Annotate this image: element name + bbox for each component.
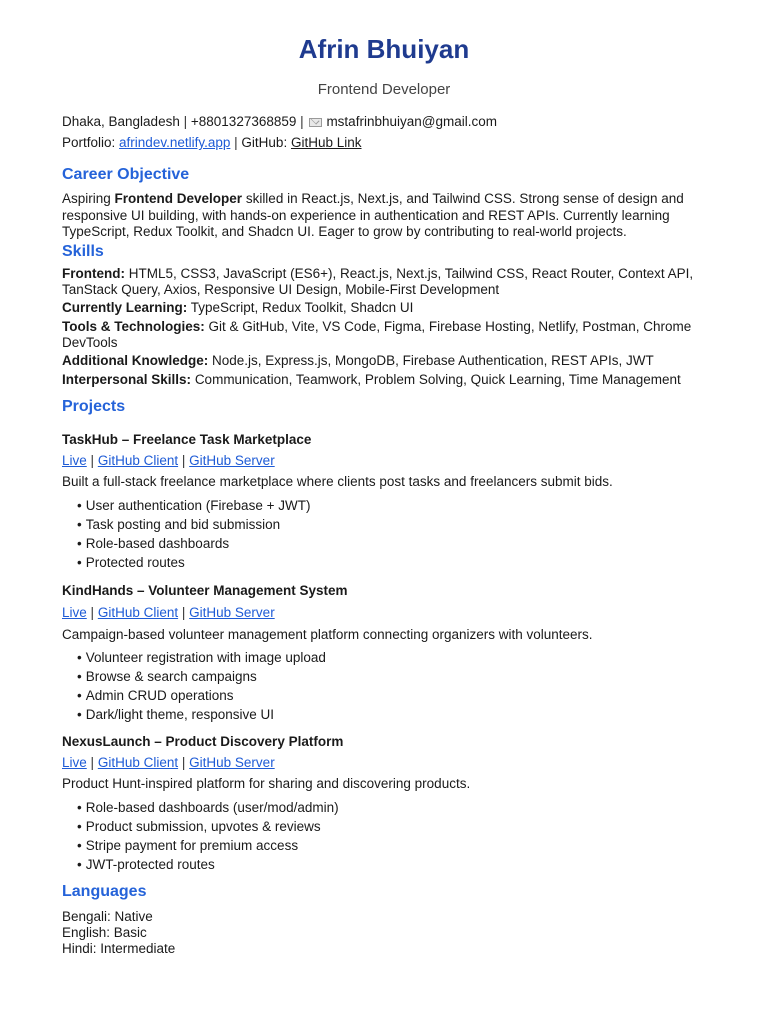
project-links: Live | GitHub Client | GitHub Server [62,605,275,620]
candidate-role: Frontend Developer [317,81,451,98]
live-link[interactable]: Live [62,453,87,468]
project-links: Live | GitHub Client | GitHub Server [62,453,275,468]
skill-frontend: Frontend: HTML5, CSS3, JavaScript (ES6+), React.js, Next.js, Tailwind CSS, React Router, Context API, [62,266,694,281]
list-item: • Protected routes [77,555,185,571]
github-server-link[interactable]: GitHub Server [189,755,275,770]
project-description: Campaign-based volunteer management platform connecting organizers with volunteers. [62,627,593,642]
phone: +8801327368859 [190,114,297,129]
live-link[interactable]: Live [62,605,87,620]
location: Dhaka, Bangladesh [62,114,180,129]
skill-frontend-cont: TanStack Query, Axios, Responsive UI Design, Mobile-First Development [62,282,500,297]
links-line [62,135,362,151]
envelope-icon [309,118,322,127]
list-item: • JWT-protected routes [77,857,215,873]
separator: | [234,135,238,150]
objective-heading: Career Objective [62,166,190,183]
list-item: • Volunteer registration with image upload [77,650,326,666]
list-item: • Admin CRUD operations [77,688,234,704]
language-item: Hindi: Intermediate [62,941,176,956]
project-title: KindHands – Volunteer Management System [62,583,348,598]
live-link[interactable]: Live [62,755,87,770]
project-description: Built a full-stack freelance marketplace where clients post tasks and freelancers submit bids. [62,474,613,489]
list-item: • Role-based dashboards [77,536,229,552]
github-link[interactable]: GitHub Link [290,135,362,150]
github-client-link[interactable]: GitHub Client [97,605,179,620]
skill-tools: Tools & Technologies: Git & GitHub, Vite, VS Code, Figma, Firebase Hosting, Netlify, Postman, Chrome [62,319,692,334]
portfolio-link[interactable]: afrindev.netlify.app [119,135,231,150]
skills-heading: Skills [62,243,104,260]
list-item: • User authentication (Firebase + JWT) [77,498,310,514]
email[interactable]: mstafrinbhuiyan@gmail.com [326,114,497,129]
objective-line-2: responsive UI building, with hands-on experience in authentication and REST APIs. Currently learning [62,208,670,223]
skill-tools-cont: DevTools [62,335,118,350]
language-item: Bengali: Native [62,909,153,924]
list-item: • Browse & search campaigns [77,669,257,685]
projects-heading: Projects [62,398,126,415]
list-item: • Dark/light theme, responsive UI [77,707,274,723]
language-item: English: Basic [62,925,147,940]
separator: | [183,114,188,129]
project-description: Product Hunt-inspired platform for sharing and discovering products. [62,776,471,791]
list-item: • Stripe payment for premium access [77,838,298,854]
github-server-link[interactable]: GitHub Server [189,605,275,620]
github-client-link[interactable]: GitHub Client [97,453,179,468]
objective-line-1: Aspiring Frontend Developer skilled in React.js, Next.js, and Tailwind CSS. Strong sense of design and [62,191,684,206]
github-server-link[interactable]: GitHub Server [189,453,275,468]
candidate-name: Afrin Bhuiyan [298,34,470,64]
skill-learning: Currently Learning: TypeScript, Redux Toolkit, Shadcn UI [62,300,414,315]
list-item: • Role-based dashboards (user/mod/admin) [77,800,339,816]
github-label: GitHub: [241,135,288,150]
project-title: NexusLaunch – Product Discovery Platform [62,734,344,749]
skill-additional: Additional Knowledge: Node.js, Express.js, MongoDB, Firebase Authentication, REST APIs, JWT [62,353,654,368]
skill-interpersonal: Interpersonal Skills: Communication, Teamwork, Problem Solving, Quick Learning, Time Management [62,372,681,387]
list-item: • Task posting and bid submission [77,517,280,533]
github-client-link[interactable]: GitHub Client [97,755,179,770]
project-links: Live | GitHub Client | GitHub Server [62,755,275,770]
portfolio-label: Portfolio: [62,135,116,150]
list-item: • Product submission, upvotes & reviews [77,819,321,835]
contact-line [62,114,497,130]
project-title: TaskHub – Freelance Task Marketplace [62,432,312,447]
objective-line-3: TypeScript, Redux Toolkit, and Shadcn UI. Eager to grow by contributing to real-world projects. [62,224,627,239]
separator: | [300,114,304,129]
languages-heading: Languages [62,883,147,900]
